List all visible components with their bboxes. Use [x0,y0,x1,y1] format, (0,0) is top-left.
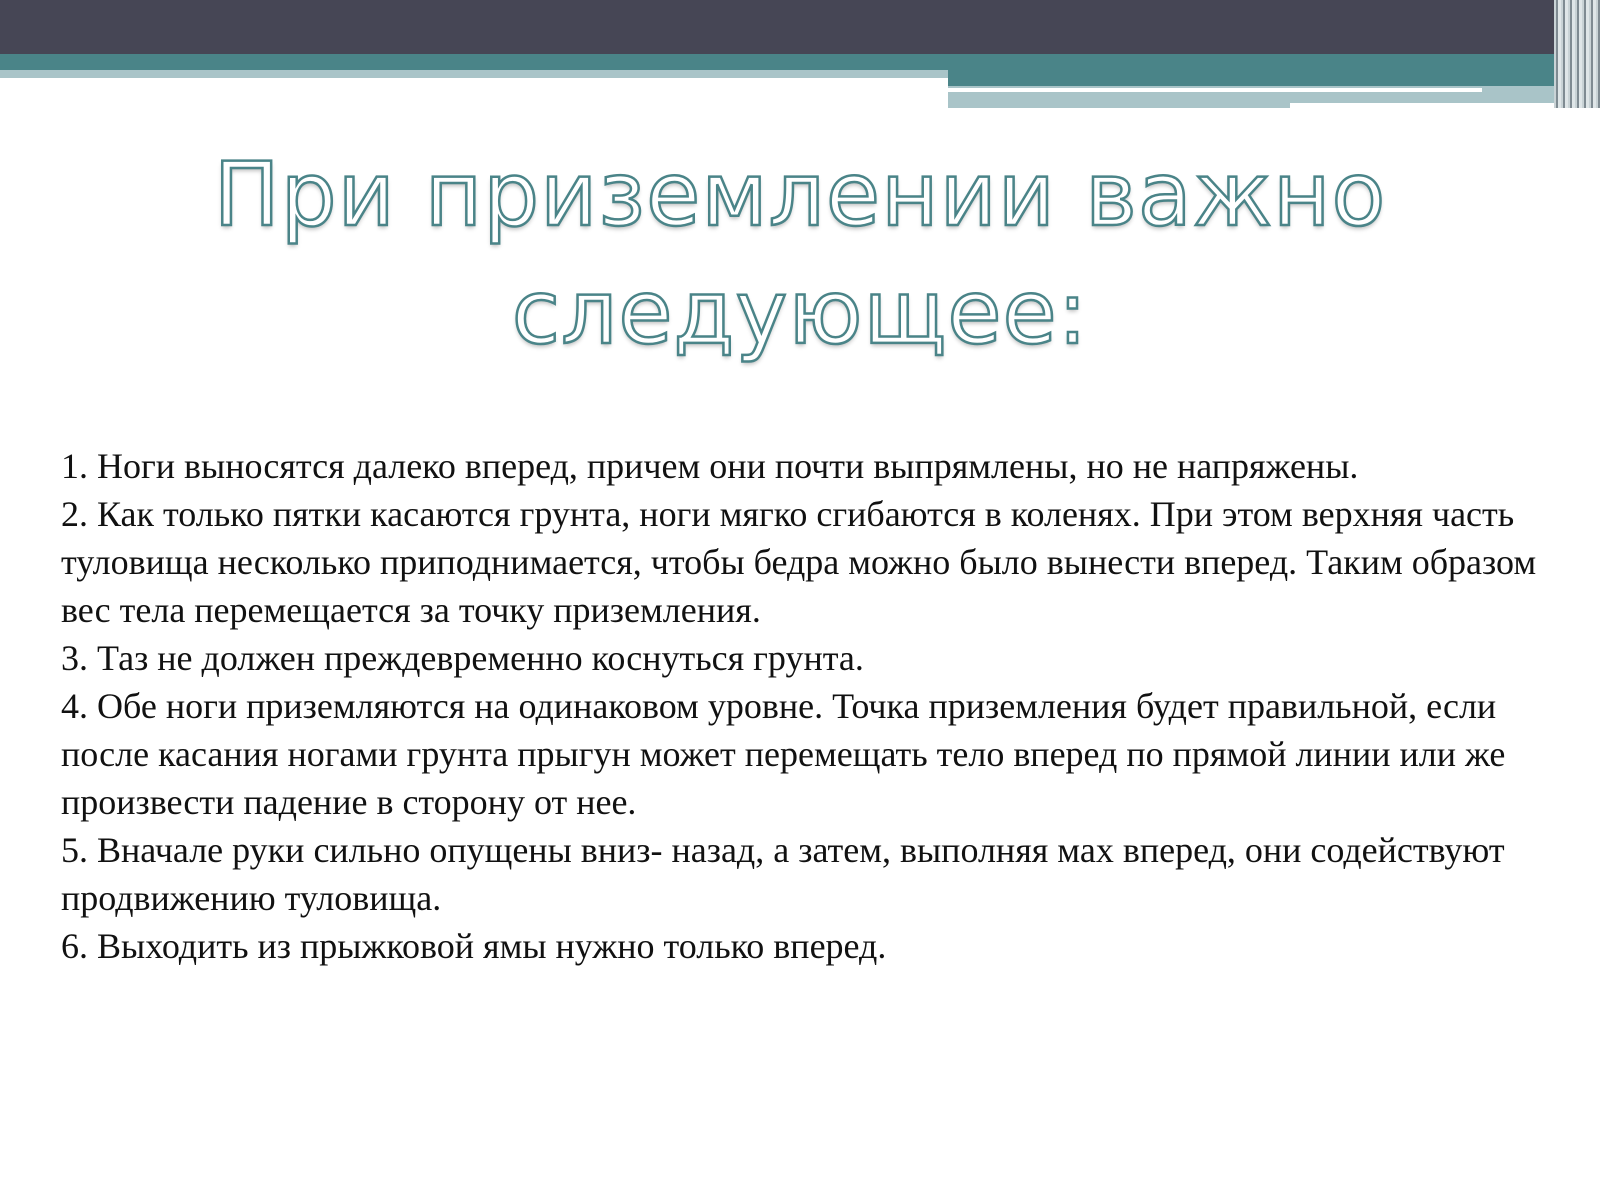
header-stripes-decoration [1554,0,1600,108]
list-item-1: 1. Ноги выносятся далеко вперед, причем они почти выпрямлены, но не напряжены. [61,446,1359,486]
slide-title-line-2: следующее: [511,261,1089,364]
header-band-dark [0,0,1600,54]
header-band-teal [0,54,1600,70]
list-item-5: 5. Вначале руки сильно опущены вниз- назад, а затем, выполняя мах вперед, они содействуют продвижению туловища. [61,830,1505,918]
slide-body [61,442,1561,970]
list-item-4: 4. Обе ноги приземляются на одинаковом уровне. Точка приземления будет правильной, если после касания ногами грунта прыгун может перемещать тело вперед по прямой линии или же произвести падение в сторону от нее. [61,686,1506,822]
list-item-2: 2. Как только пятки касаются грунта, ноги мягко сгибаются в коленях. При этом верхняя часть туловища несколько приподнимается, чтобы бедра можно было вынести вперед. Таким образом вес тела перемещается за точку приземления. [61,494,1537,630]
header-band-teal-right [948,70,1600,86]
list-item-6: 6. Выходить из прыжковой ямы нужно только вперед. [61,926,887,966]
slide-title-line-1: При приземлении важно [213,143,1387,246]
list-item-3: 3. Таз не должен преждевременно коснуться грунта. [61,638,864,678]
header-divider-line [948,88,1482,92]
slide-title [100,136,1500,372]
header-band-light-left [0,70,948,78]
